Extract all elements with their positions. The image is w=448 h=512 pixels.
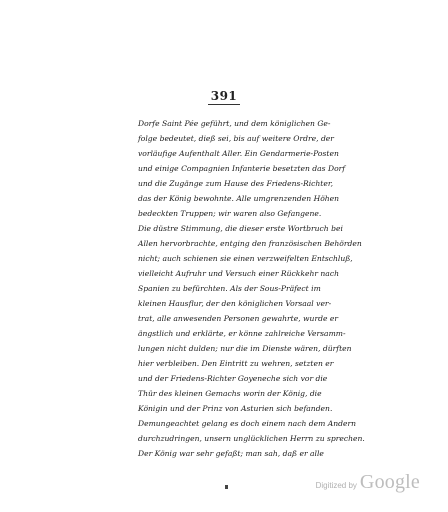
text-line: vorläufige Aufenthalt Aller. Ein Gendarmerie-Posten <box>138 149 339 158</box>
text-line: trat, alle anwesenden Personen gewahrte, wurde er <box>138 314 338 323</box>
text-line: durchzudringen, unsern unglücklichen Herrn zu sprechen. <box>138 434 365 443</box>
text-line: Dorfe Saint Pée geführt, und dem königlichen Ge- <box>138 119 331 128</box>
catchword-mark <box>225 485 228 489</box>
google-logo: Google <box>359 471 420 493</box>
text-line: bedeckten Truppen; wir waren also Gefangene. <box>138 209 322 218</box>
text-line: ängstlich und erklärte, er könne zahlreiche Versamm- <box>138 329 346 338</box>
text-line: und die Zugänge zum Hause des Friedens-Richter, <box>138 179 334 188</box>
text-line: Königin und der Prinz von Asturien sich befanden. <box>138 404 333 413</box>
digitized-by-google-watermark <box>316 471 420 494</box>
text-line: Demungeachtet gelang es doch einem nach dem Andern <box>138 419 356 428</box>
text-line: Allen hervorbrachte, entging den französischen Behörden <box>138 239 362 248</box>
text-line: Spanien zu befürchten. Als der Sous-Präfect im <box>138 284 321 293</box>
text-line: Die düstre Stimmung, die dieser erste Wortbruch bei <box>138 224 343 233</box>
text-line: nicht; auch schienen sie einen verzweifelten Entschluß, <box>138 254 353 263</box>
body-text <box>138 116 365 461</box>
text-line: kleinen Hausflur, der den königlichen Vorsaal ver- <box>138 299 332 308</box>
text-line: das der König bewohnte. Alle umgrenzenden Höhen <box>138 194 340 203</box>
text-line: und einige Compagnien Infanterie besetzten das Dorf <box>138 164 346 173</box>
text-line: lungen nicht dulden; nur die im Dienste wären, dürften <box>138 344 352 353</box>
text-line: Thür des kleinen Gemachs worin der König, die <box>138 389 322 398</box>
header-rule <box>208 104 240 105</box>
text-line: vielleicht Aufruhr und Versuch einer Rückkehr nach <box>138 269 339 278</box>
text-line: hier verbleiben. Den Eintritt zu wehren, setzten er <box>138 359 334 368</box>
watermark-prefix: Digitized by <box>315 481 357 490</box>
text-line: und der Friedens-Richter Goyeneche sich vor die <box>138 374 328 383</box>
page-number: 391 <box>210 89 238 103</box>
text-line: Der König war sehr gefaßt; man sah, daß er alle <box>138 449 324 458</box>
text-line: folge bedeutet, dieß sei, bis auf weitere Ordre, der <box>138 134 334 143</box>
